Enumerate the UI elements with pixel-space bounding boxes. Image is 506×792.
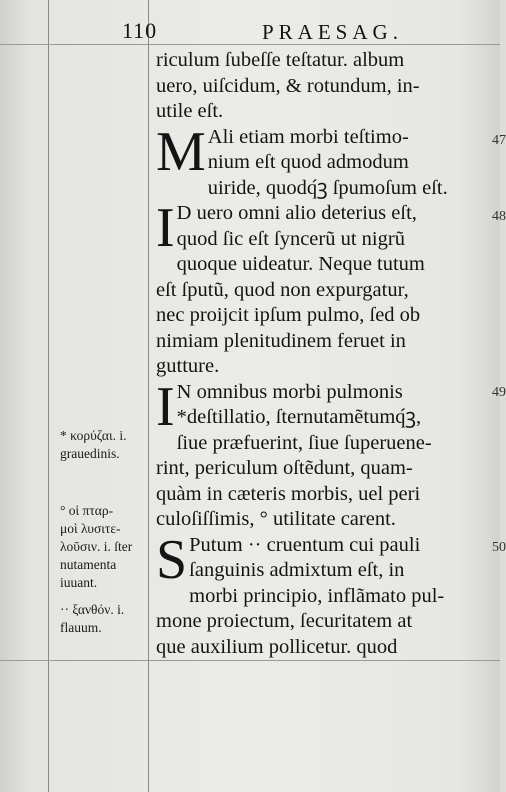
text-line: Putum ·· cruentum cui pauli: [189, 533, 421, 556]
text-line: quoque uideatur. Neque tutum: [176, 253, 425, 275]
text-line: morbi principio, inflãmato pul-: [189, 584, 445, 607]
margin-note-coryza: [60, 427, 152, 463]
running-head: PRAESAG.: [262, 20, 403, 44]
margin-note-line: μοὶ λυσιτε-: [60, 521, 121, 536]
text-line: nec proijcit ipſum pulmo, ſed ob: [156, 304, 421, 326]
text-line: uero, uiſcidum, & rotundum, in-: [156, 74, 420, 97]
text-line: que auxilium pollicetur. quod: [156, 635, 398, 658]
left-margin-rule: [48, 0, 49, 792]
text-line: ſiue præfuerint, ſiue ſuperuene-: [176, 431, 432, 454]
paragraph-4: [156, 375, 486, 533]
text-line: rint, periculum oſtẽdunt, quam-: [156, 457, 413, 479]
drop-initial: M: [156, 120, 206, 183]
footer-rule: [0, 660, 500, 661]
margin-note-line: ·· ξανθόν. i.: [60, 602, 125, 617]
text-line: quàm in cæteris morbis, uel peri: [156, 482, 421, 505]
drop-initial: I: [156, 197, 175, 259]
margin-note-line: ° οἱ πταρ-: [60, 503, 114, 518]
text-line: gutture.: [156, 355, 220, 377]
page-header: [0, 18, 500, 44]
main-text-column: [156, 48, 486, 660]
text-line: uiride, quodq́ꝫ ſpumoſum eſt.: [207, 176, 448, 199]
margin-note-line: λοῦσιν. i. ſter: [60, 539, 133, 554]
text-line: culoſiſſimis, ° utilitate carent.: [156, 508, 396, 530]
paragraph-5: [156, 528, 486, 661]
paragraph-2: [156, 120, 486, 202]
margin-number-50: 50: [492, 540, 506, 555]
text-line: mone proiectum, ſecuritatem at: [156, 610, 413, 632]
text-line: D uero omni alio deterius eſt,: [176, 202, 417, 224]
margin-number-48: 48: [492, 209, 506, 224]
text-line: nimiam plenitudinem feruet in: [156, 329, 406, 352]
margin-note-line: flauum.: [60, 620, 102, 635]
text-line: quod ſic eſt ſyncerũ ut nigrũ: [176, 227, 405, 250]
text-line: N omnibus morbi pulmonis: [176, 380, 403, 403]
text-line: *deſtillatio, ſternutamẽtumq́ꝫ,: [176, 406, 422, 428]
margin-note-xanthon: [60, 601, 152, 637]
text-line: eſt ſputũ, quod non expurgatur,: [156, 278, 409, 301]
paragraph-3: [156, 197, 486, 380]
margin-note-line: iuuant.: [60, 575, 98, 590]
margin-note-line: nutamenta: [60, 557, 117, 572]
text-line: nium eſt quod admodum: [207, 151, 409, 173]
text-column-rule: [148, 0, 149, 792]
margin-note-line: * κορύζαι. i.: [60, 428, 127, 443]
paragraph-1: [156, 48, 486, 125]
text-line: utile eſt.: [156, 100, 224, 122]
margin-note-line: grauedinis.: [60, 446, 120, 461]
margin-number-47: 47: [492, 133, 506, 148]
drop-initial: S: [156, 528, 188, 591]
margin-number-49: 49: [492, 385, 506, 400]
text-line: Ali etiam morbi teſtimo-: [207, 125, 409, 148]
drop-initial: I: [156, 375, 175, 438]
text-line: ſanguinis admixtum eſt, in: [189, 559, 405, 581]
page-number: 110: [122, 18, 158, 43]
header-rule: [0, 44, 500, 45]
text-line: riculum ſubeſſe teſtatur. album: [156, 49, 405, 71]
margin-note-ptarmoi: [60, 502, 152, 592]
